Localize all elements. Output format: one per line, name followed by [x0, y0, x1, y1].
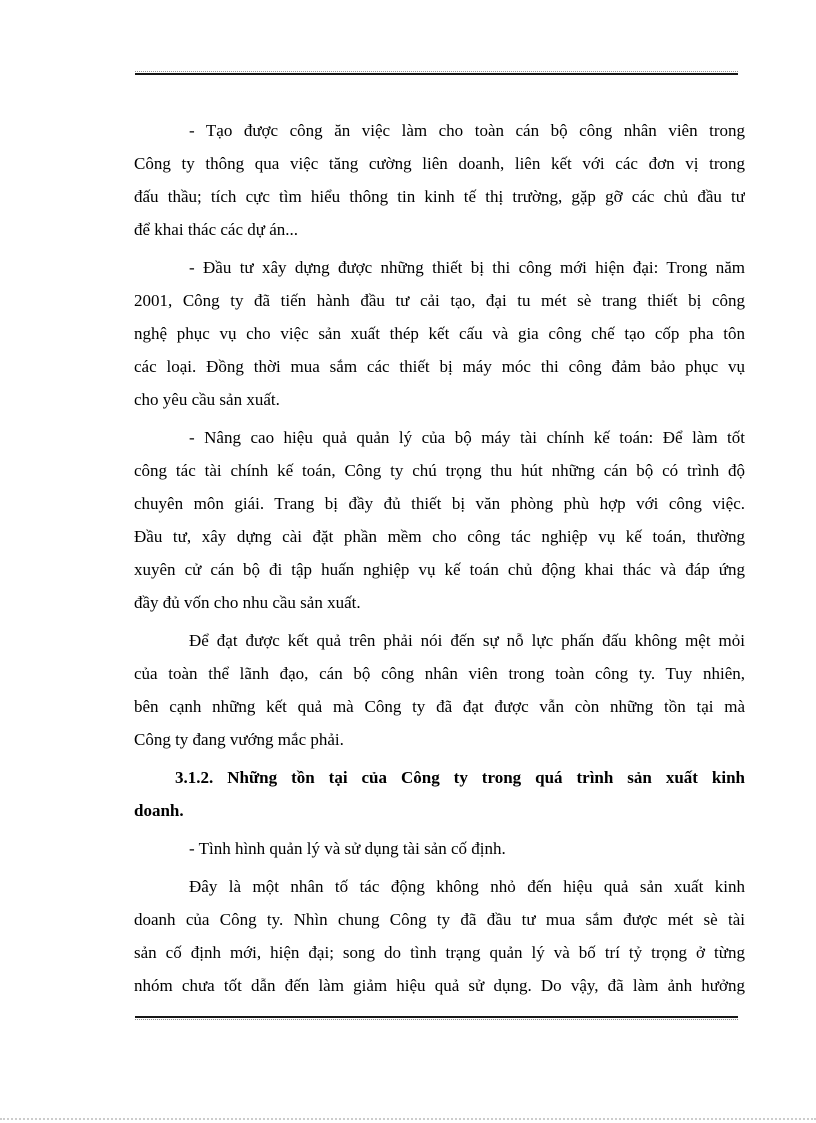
text-line: - Nâng cao hiệu quả quản lý của bộ máy tài chính kế toán: Để làm tốt — [189, 428, 745, 447]
text-line: Đầu tư, xây dựng cài đặt phần mềm cho công tác nghiệp vụ kế toán, thường — [134, 527, 745, 546]
text-line: cho yêu cầu sản xuất. — [134, 390, 280, 409]
text-line: để khai thác các dự án... — [134, 220, 299, 239]
section-heading — [134, 761, 745, 827]
text-line: các loại. Đồng thời mua sắm các thiết bị máy móc thi công đảm bảo phục vụ — [134, 357, 745, 376]
text-line: doanh của Công ty. Nhìn chung Công ty đã đầu tư mua sắm được mét sè tài — [134, 910, 745, 929]
text-line: bên cạnh những kết quả mà Công ty đã đạt được vẫn còn những tồn tại mà — [134, 697, 745, 716]
text-line: - Đầu tư xây dựng được những thiết bị thi công mới hiện đại: Trong năm — [189, 258, 745, 277]
paragraph — [134, 624, 745, 756]
text-line: Đây là một nhân tố tác động không nhỏ đến hiệu quả sản xuất kinh — [189, 877, 745, 896]
text-line: Công ty thông qua việc tăng cường liên doanh, liên kết với các đơn vị trong — [134, 154, 745, 173]
text-line: chuyên môn giái. Trang bị đầy đủ thiết bị văn phòng phù hợp với công việc. — [134, 494, 745, 513]
paragraph — [134, 870, 745, 1002]
text-line: công tác tài chính kế toán, Công ty chú trọng thu hút những cán bộ có trình độ — [134, 461, 745, 480]
text-line: nhóm chưa tốt dẫn đến làm giảm hiệu quả sử dụng. Do vậy, đã làm ảnh hưởng — [134, 976, 745, 995]
header-rule — [135, 71, 738, 75]
text-line: doanh. — [134, 801, 184, 820]
text-line: đấu thầu; tích cực tìm hiểu thông tin kinh tế thị trường, gặp gỡ các chủ đầu tư — [134, 187, 745, 206]
paragraph — [134, 421, 745, 619]
text-line: 2001, Công ty đã tiến hành đầu tư cải tạo, đại tu mét sè trang thiết bị công — [134, 291, 745, 310]
page-edge-dotted-line — [0, 1118, 816, 1120]
paragraph — [134, 832, 745, 865]
text-line: xuyên cử cán bộ đi tập huấn nghiệp vụ kế toán chủ động khai thác và đáp ứng — [134, 560, 745, 579]
text-line: 3.1.2. Những tồn tại của Công ty trong quá trình sản xuất kinh — [175, 768, 745, 787]
text-line: - Tạo được công ăn việc làm cho toàn cán bộ công nhân viên trong — [189, 121, 745, 140]
text-line: của toàn thể lãnh đạo, cán bộ công nhân viên trong toàn công ty. Tuy nhiên, — [134, 664, 745, 683]
paragraph — [134, 251, 745, 416]
footer-rule — [135, 1016, 738, 1020]
text-line: đầy đủ vốn cho nhu cầu sản xuất. — [134, 593, 361, 612]
text-line: sản cố định mới, hiện đại; song do tình trạng quản lý và bố trí tỷ trọng ở từng — [134, 943, 745, 962]
paragraph — [134, 114, 745, 246]
text-line: Để đạt được kết quả trên phải nói đến sự nỗ lực phấn đấu không mệt mỏi — [189, 631, 745, 650]
text-line: Công ty đang vướng mắc phải. — [134, 730, 344, 749]
text-line: nghệ phục vụ cho việc sản xuất thép kết cấu và gia công chế tạo cốp pha tôn — [134, 324, 745, 343]
text-line: - Tình hình quản lý và sử dụng tài sản cố định. — [189, 839, 506, 858]
document-body — [134, 114, 745, 1007]
